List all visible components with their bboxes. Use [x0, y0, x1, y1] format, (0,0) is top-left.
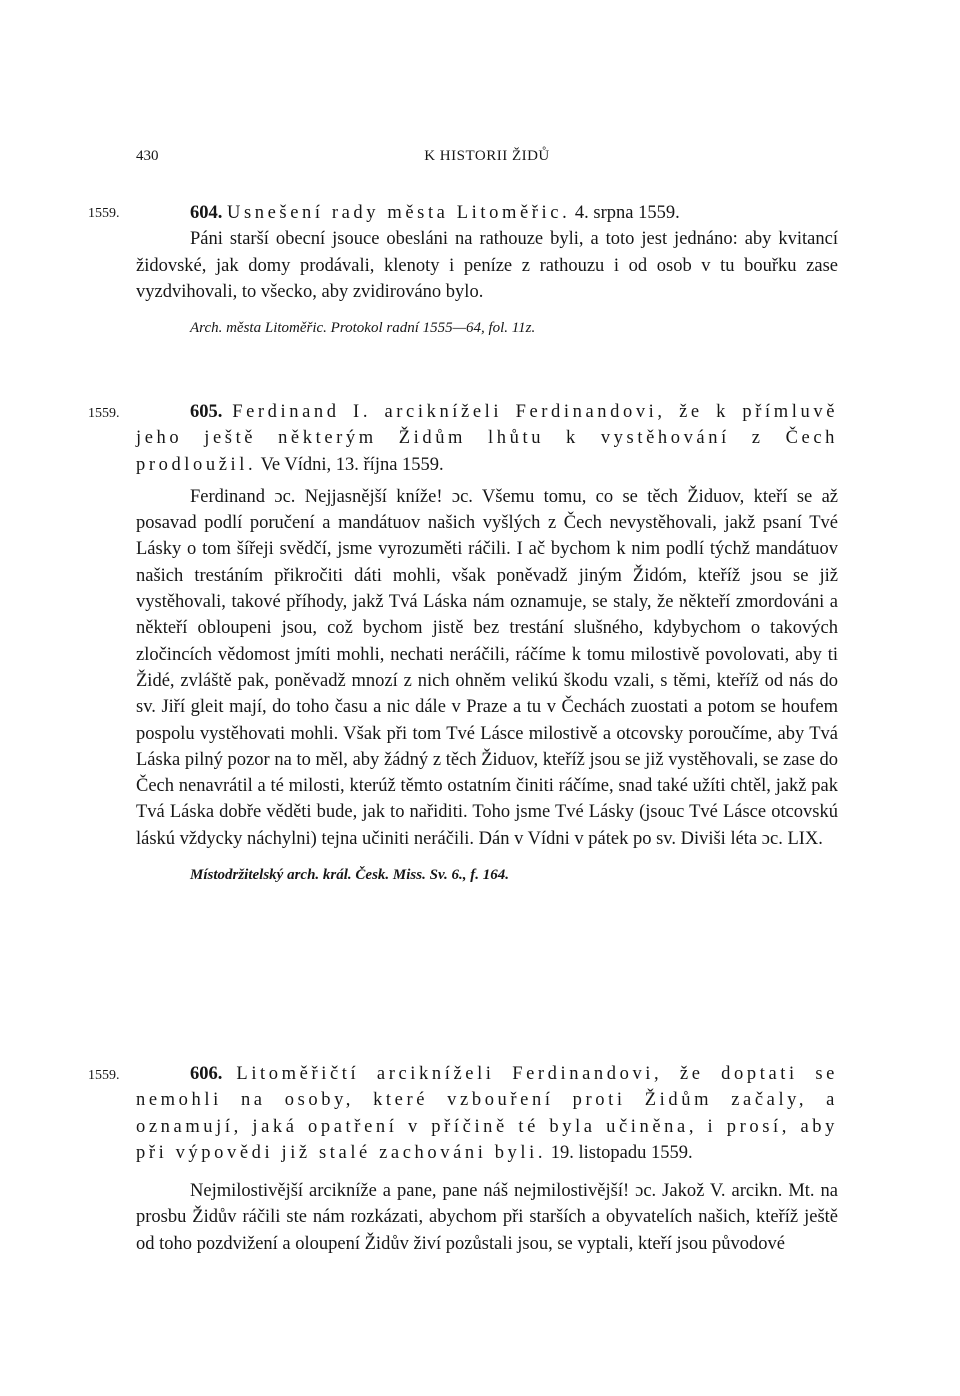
- entry-number: 606.: [190, 1064, 223, 1084]
- entry-606: [136, 1061, 838, 1257]
- entry-source: Místodržitelský arch. král. Česk. Miss. Sv. 6., f. 164.: [190, 867, 510, 884]
- entry-date: 4. srpna 1559.: [570, 203, 680, 223]
- margin-year: 1559.: [88, 1068, 120, 1083]
- entry-body: Ferdinand ɔc. Nejjasnější kníže! ɔc. Všemu tomu, co se těch Židuov, kteří se až posavad podlí poručení a mandátuov našich vyšlých z Čech nevystěhovali, jakž psaní Tvé Lásky o tom šířeji svědčí, jsme vyrozuměti ráčili. I ač bychom k nim podlí týchž mandátuov našich trestáním přikročiti dáti mohli, však poněvadž jiným Židóm, kteříž jsou se již vystěhovali, takové příhody, jakž Tvá Láska nám oznamuje, se staly, že někteří zmordováni a někteří obloupeni jsou, což bychom jistě bez trestání slušného, kdybychom o takových zločincích vědomost jmíti mohli, nechati neráčili, ráčíme k tomu milostivě povolovati, aby ti Židé, zvláště pak, poněvadž mnozí z nich ohněm velikú škodu vzali, s těmi, kteříž od nás do sv. Jiří gleit mají, do toho času a nic dále v Praze a tu v Čechách zuostati a potom se houfem pospolu vystěhovati mohli. Však při tom Tvé Lásce milostivě a otcovsky poroučíme, aby Tvá Láska pilný pozor na to měl, aby žádný z těch Židuov, kteříž jsou se již vystěhovali, se zase do Čech nenavrátil a té milosti, kterúž těmto ostatním činiti ráčíme, snad také užíti chtěl, jakž pak Tvá Láska dobře věděti bude, jak to nařiditi. Toho jsme Tvé Lásky (jsouc Tvé Lásce otcovskú láskú vždycky náchylni) tejna učiniti neráčili. Dán v Vídni v pátek po sv. Diviši léta ɔc. LIX.: [136, 486, 838, 849]
- entry-title: Usnešení rady města Litoměřic.: [227, 203, 571, 223]
- entry-number: 604.: [190, 203, 223, 223]
- entry-source: Arch. města Litoměřic. Protokol radní 1555—64, fol. 11z.: [190, 320, 536, 337]
- entry-604: [136, 200, 838, 341]
- entry-heading: [136, 200, 838, 226]
- entry-heading: [136, 399, 838, 478]
- entry-date: Ve Vídni, 13. října 1559.: [256, 454, 444, 475]
- margin-year: 1559.: [88, 406, 120, 421]
- entry-title: Ferdinand I. arcikníželi Ferdinandovi, že k přímluvě jeho ještě některým Židům lhůtu k vystěhování z Čech prodloužil.: [136, 402, 839, 475]
- entry-title: Litoměřičtí arcikníželi Ferdinandovi, že doptati se nemohli na osoby, které vzbouření proti Židům začaly, a oznamují, jaká opatření v příčině té byla učiněna, i prosí, aby při výpovědi již stalé zachováni byli.: [136, 1064, 838, 1163]
- page-number: 430: [136, 148, 159, 164]
- entry-number: 605.: [190, 402, 223, 422]
- entry-body: Páni starší obecní jsouce obesláni na rathouze byli, a toto jest jednáno: aby kvitancí židovské, jak domy prodávali, klenoty i peníze z rathouzu i od osob v tu bouřku zase vyzdvihovali, to všecko, aby zvidirováno bylo.: [136, 229, 838, 302]
- entry-heading: [136, 1061, 838, 1166]
- entry-605: [136, 399, 838, 888]
- margin-year: 1559.: [88, 206, 120, 221]
- running-title: K HISTORII ŽIDŮ: [424, 148, 550, 164]
- running-header: [136, 148, 838, 170]
- entry-body: Nejmilostivější arcikníže a pane, pane náš nejmilostivější! ɔc. Jakož V. arcikn. Mt. na prosbu Židův ráčili ste nám rozkázati, abychom při starších a obyvatelích našich, kteříž ještě od toho pozdvižení a oloupení Židův živí pozůstali jsou, se vyptali, kteří jsou původové: [136, 1181, 838, 1254]
- entry-date: 19. listopadu 1559.: [546, 1142, 693, 1163]
